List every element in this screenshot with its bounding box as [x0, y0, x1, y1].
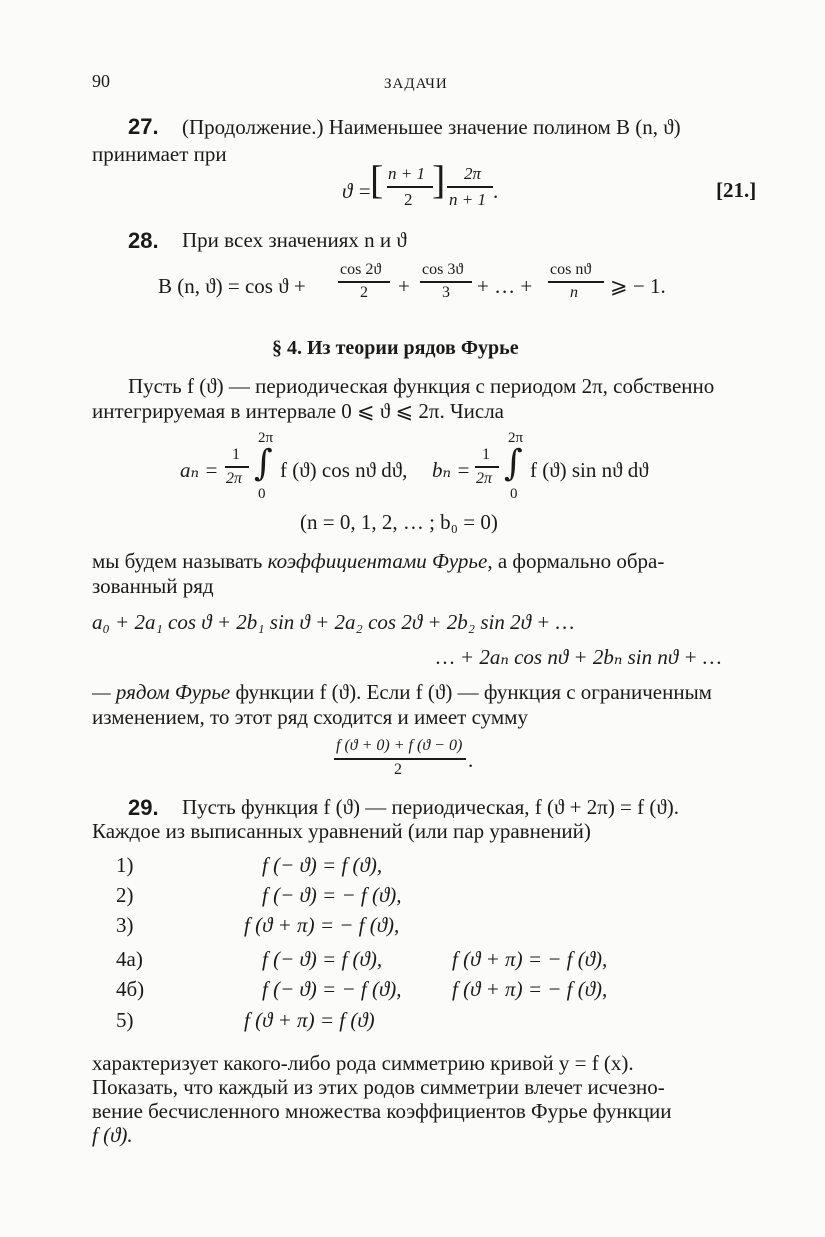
- an-body: f (ϑ) cos nϑ dϑ,: [280, 458, 408, 482]
- bn-frac-den: 2π: [476, 470, 493, 487]
- eq27-frac-den: n + 1: [449, 190, 486, 209]
- eq28-f2-bar: [420, 281, 472, 283]
- problem-29-line1: Пусть функция f (ϑ) — периодическая, f (ϑ + 2π) = f (ϑ).: [182, 795, 680, 819]
- eq28-f1-bar: [338, 281, 390, 283]
- eq27-frac-num: 2π: [464, 164, 482, 183]
- fourier-term-coefficients: коэффициентами Фурье: [267, 549, 488, 573]
- an-int-upper: 2π: [258, 430, 274, 446]
- fourier-line1: [92, 551, 664, 572]
- fourier-line2: зованный ряд: [92, 574, 214, 598]
- eq28-f3-den: n: [570, 284, 578, 301]
- eq27-bracket-left: [: [370, 157, 384, 202]
- problem-27-number: 27.: [128, 114, 159, 139]
- an-frac-num: 1: [232, 446, 240, 463]
- eq27-dot: .: [493, 179, 499, 203]
- an-frac-bar: [225, 466, 249, 468]
- list-item-eq-b: f (ϑ + π) = − f (ϑ),: [452, 947, 608, 971]
- problem-28-number: 28.: [128, 228, 159, 253]
- series-line1: a₀ + 2a₁ cos ϑ + 2b₁ sin ϑ + 2a₂ cos 2ϑ + 2b₂ sin 2ϑ + …: [92, 610, 575, 634]
- bn-lhs: bₙ =: [432, 458, 471, 482]
- intro-line2: интегрируемая в интервале 0 ⩽ ϑ ⩽ 2π. Числа: [92, 399, 505, 423]
- eq28-f1-num: cos 2ϑ: [340, 261, 382, 278]
- sum-dot: .: [468, 748, 474, 772]
- bn-int-upper: 2π: [508, 430, 524, 446]
- sum-num: f (ϑ + 0) + f (ϑ − 0): [336, 737, 463, 754]
- problem-29-number: 29.: [128, 795, 159, 820]
- eq27-bracket-right: ]: [432, 157, 446, 202]
- eq28-dots: + … +: [477, 274, 533, 298]
- problem-27-line1: (Продолжение.) Наименьшее значение полином B (n, ϑ): [182, 115, 681, 139]
- eq27-label: [21.]: [716, 178, 757, 202]
- list-item-number: 1): [116, 853, 134, 877]
- list-item-eq-a: f (− ϑ) = − f (ϑ),: [262, 977, 402, 1001]
- eq28-lhs: B (n, ϑ) = cos ϑ +: [158, 274, 306, 298]
- eq28-plus: +: [398, 274, 410, 298]
- eq27-bracket-bar: [387, 186, 433, 188]
- an-frac-den: 2π: [226, 470, 243, 487]
- index-condition: (n = 0, 1, 2, … ; b₀ = 0): [300, 510, 498, 534]
- problem-27-line2: принимает при: [92, 142, 227, 166]
- closing-line1: характеризует какого-либо рода симметрию кривой y = f (x).: [92, 1051, 634, 1075]
- list-item-eq-a: f (− ϑ) = f (ϑ),: [262, 947, 383, 971]
- list-item-number: 5): [116, 1008, 134, 1032]
- fourier-line1-pre: мы будем называть: [92, 549, 268, 573]
- fourier-term-series: — рядом Фурье: [92, 680, 231, 704]
- eq28-f3-num: cos nϑ: [550, 261, 592, 278]
- fourier-line1-post: , а формально обра-: [487, 549, 665, 573]
- eq27-lhs: ϑ =: [342, 179, 372, 203]
- closing-line2: Показать, что каждый из этих родов симметрии влечет исчезно-: [92, 1075, 665, 1099]
- page-number: 90: [92, 71, 110, 91]
- eq27-bracket-den: 2: [404, 190, 413, 209]
- eq28-f1-den: 2: [360, 284, 368, 301]
- eq28-f2-den: 3: [442, 284, 450, 301]
- list-item-eq-b: f (ϑ + π) = − f (ϑ),: [452, 977, 608, 1001]
- list-item-number: 2): [116, 883, 134, 907]
- eq28-rhs: ⩾ − 1.: [610, 274, 666, 298]
- intro-line1: Пусть f (ϑ) — периодическая функция с периодом 2π, собственно: [128, 374, 715, 398]
- section-heading: § 4. Из теории рядов Фурье: [272, 337, 519, 359]
- list-item-eq-a: f (ϑ + π) = − f (ϑ),: [244, 913, 400, 937]
- closing-line3: вение бесчисленного множества коэффициентов Фурье функции: [92, 1099, 672, 1123]
- problem-28-line1: При всех значениях n и ϑ: [182, 228, 407, 252]
- eq27-bracket-num: n + 1: [388, 164, 425, 183]
- running-title: ЗАДАЧИ: [384, 76, 448, 92]
- list-item-number: 3): [116, 913, 134, 937]
- series-line2: … + 2aₙ cos nϑ + 2bₙ sin nϑ + …: [436, 645, 722, 669]
- list-item-number: 4а): [116, 947, 143, 971]
- an-integral-sign: ∫: [254, 443, 273, 484]
- an-lhs: aₙ =: [180, 458, 219, 482]
- eq27-frac-bar: [447, 186, 493, 188]
- bn-body: f (ϑ) sin nϑ dϑ: [530, 458, 649, 482]
- list-item-eq-a: f (− ϑ) = − f (ϑ),: [262, 883, 402, 907]
- fourier-line4: изменением, то этот ряд сходится и имеет сумму: [92, 705, 528, 729]
- fourier-line3: [92, 682, 712, 703]
- sum-bar: [334, 758, 466, 760]
- eq28-f2-num: cos 3ϑ: [422, 261, 464, 278]
- an-int-lower: 0: [258, 486, 266, 502]
- bn-integral-sign: ∫: [504, 443, 523, 484]
- list-item-eq-a: f (ϑ + π) = f (ϑ): [244, 1008, 375, 1032]
- sum-den: 2: [394, 761, 402, 778]
- closing-line4: f (ϑ).: [92, 1123, 133, 1147]
- list-item-number: 4б): [116, 977, 145, 1001]
- bn-int-lower: 0: [510, 486, 518, 502]
- list-item-eq-a: f (− ϑ) = f (ϑ),: [262, 853, 383, 877]
- bn-frac-bar: [475, 466, 499, 468]
- eq28-f3-bar: [548, 281, 604, 283]
- bn-frac-num: 1: [482, 446, 490, 463]
- problem-29-line2: Каждое из выписанных уравнений (или пар уравнений): [92, 819, 591, 843]
- fourier-line3-post: функции f (ϑ). Если f (ϑ) — функция с ограниченным: [230, 680, 712, 704]
